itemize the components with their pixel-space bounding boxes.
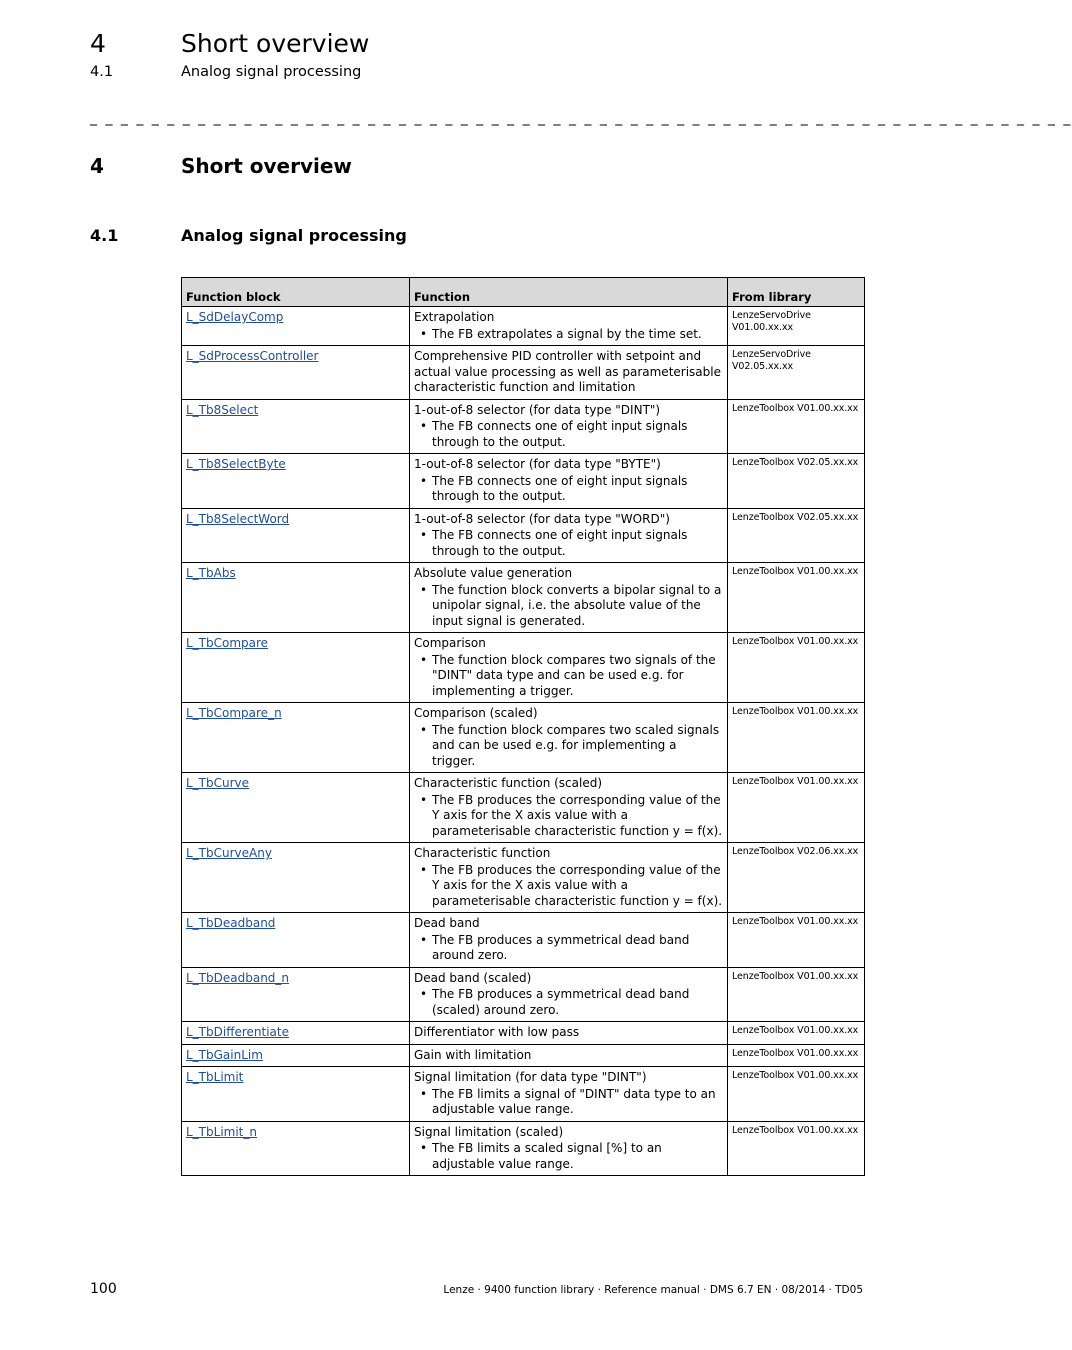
table-row: [182, 508, 865, 563]
library-cell: LenzeToolbox V01.00.xx.xx: [728, 399, 865, 454]
library-cell: LenzeToolbox V01.00.xx.xx: [728, 1044, 865, 1067]
table-row: [182, 399, 865, 454]
function-block-cell: [182, 843, 410, 913]
function-bullet-list: [414, 987, 723, 1018]
table-header-row: [182, 278, 865, 307]
heading2-number: 4.1: [90, 226, 119, 245]
function-cell: [410, 633, 728, 703]
function-title: Dead band: [414, 916, 480, 930]
function-cell: [410, 1121, 728, 1176]
function-bullet-list: [414, 583, 723, 630]
column-header-function: Function: [410, 278, 728, 307]
function-cell: [410, 773, 728, 843]
function-cell: [410, 399, 728, 454]
function-cell: [410, 307, 728, 346]
heading1-number: 4: [90, 154, 104, 178]
function-bullet-list: [414, 419, 723, 450]
function-block-link[interactable]: L_SdDelayComp: [186, 310, 284, 324]
function-block-cell: [182, 508, 410, 563]
table-row: [182, 1067, 865, 1122]
library-cell: LenzeToolbox V01.00.xx.xx: [728, 1067, 865, 1122]
function-cell: [410, 967, 728, 1022]
function-block-link[interactable]: L_Tb8SelectWord: [186, 511, 290, 526]
function-block-link[interactable]: L_TbDeadband_n: [186, 970, 290, 985]
function-block-cell: [182, 633, 410, 703]
library-cell: LenzeToolbox V01.00.xx.xx: [728, 773, 865, 843]
function-block-link[interactable]: L_TbLimit: [186, 1070, 244, 1084]
function-block-table: [181, 277, 865, 1176]
function-block-link[interactable]: L_TbDeadband: [186, 916, 276, 930]
table-body: [182, 307, 865, 1176]
function-bullet: • The FB produces a symmetrical dead band around zero.: [432, 933, 723, 964]
function-block-link[interactable]: L_TbDifferentiate: [186, 1025, 289, 1039]
library-cell: LenzeServoDrive V02.05.xx.xx: [728, 346, 865, 400]
function-cell: [410, 563, 728, 633]
library-cell: LenzeToolbox V01.00.xx.xx: [728, 967, 865, 1022]
function-title: Characteristic function (scaled): [414, 776, 603, 790]
function-cell: [410, 1067, 728, 1122]
table-row: [182, 454, 865, 509]
function-bullet: • The FB limits a scaled signal [%] to an adjustable value range.: [432, 1141, 723, 1172]
column-header-function-block: Function block: [182, 278, 410, 307]
table-row: [182, 1121, 865, 1176]
function-bullet: • The FB connects one of eight input signals through to the output.: [432, 528, 723, 559]
function-cell: [410, 913, 728, 968]
heading2-title: Analog signal processing: [181, 226, 407, 245]
function-cell: [410, 454, 728, 509]
function-block-link[interactable]: L_TbCompare: [186, 636, 269, 650]
function-block-link[interactable]: L_TbLimit_n: [186, 1124, 257, 1139]
function-bullet-list: [414, 933, 723, 964]
document-info: Lenze · 9400 function library · Reference manual · DMS 6.7 EN · 08/2014 · TD05: [443, 1284, 863, 1296]
function-block-link[interactable]: L_TbCompare_n: [186, 706, 282, 720]
function-block-link[interactable]: L_TbGainLim: [186, 1047, 263, 1062]
library-cell: LenzeToolbox V02.05.xx.xx: [728, 454, 865, 509]
function-bullet: • The FB produces the corresponding value of the Y axis for the X axis value with a parameterisable characteristic function y = f(x).: [432, 793, 723, 840]
table-row: [182, 1044, 865, 1067]
function-block-cell: [182, 703, 410, 773]
function-block-link[interactable]: L_Tb8SelectByte: [186, 457, 286, 471]
function-title: Comparison (scaled): [414, 706, 538, 720]
function-block-cell: [182, 563, 410, 633]
function-title: Absolute value generation: [414, 566, 573, 580]
function-bullet-list: [414, 528, 723, 559]
column-header-library: From library: [728, 278, 865, 307]
function-title: Characteristic function: [414, 846, 551, 860]
function-bullet-list: [414, 653, 723, 700]
function-block-cell: [182, 399, 410, 454]
function-bullet: • The FB connects one of eight input signals through to the output.: [432, 474, 723, 505]
function-bullet-list: [414, 474, 723, 505]
library-cell: LenzeServoDrive V01.00.xx.xx: [728, 307, 865, 346]
function-cell: [410, 508, 728, 563]
table-row: [182, 346, 865, 400]
function-bullet-list: [414, 793, 723, 840]
function-block-cell: [182, 1121, 410, 1176]
function-cell: [410, 346, 728, 400]
function-bullet-list: [414, 1087, 723, 1118]
function-cell: [410, 1044, 728, 1067]
function-bullet: • The function block compares two signals of the "DINT" data type and can be used e.g. for implementing a trigger.: [432, 653, 723, 700]
table-row: [182, 773, 865, 843]
library-cell: LenzeToolbox V01.00.xx.xx: [728, 1022, 865, 1045]
function-bullet: • The FB extrapolates a signal by the time set.: [432, 327, 723, 343]
function-bullet: • The FB limits a signal of "DINT" data type to an adjustable value range.: [432, 1087, 723, 1118]
function-bullet: • The FB produces a symmetrical dead band (scaled) around zero.: [432, 987, 723, 1018]
function-block-link[interactable]: L_TbCurve: [186, 776, 250, 790]
function-bullet-list: [414, 1141, 723, 1172]
function-title: Dead band (scaled): [414, 970, 532, 985]
function-block-link[interactable]: L_Tb8Select: [186, 402, 259, 417]
function-cell: [410, 843, 728, 913]
table-row: [182, 633, 865, 703]
function-block-cell: [182, 454, 410, 509]
library-cell: LenzeToolbox V01.00.xx.xx: [728, 563, 865, 633]
table-row: [182, 307, 865, 346]
function-cell: [410, 1022, 728, 1045]
library-cell: LenzeToolbox V02.05.xx.xx: [728, 508, 865, 563]
function-block-cell: [182, 1044, 410, 1067]
function-bullet: • The FB connects one of eight input signals through to the output.: [432, 419, 723, 450]
function-bullet-list: [414, 863, 723, 910]
function-title: Differentiator with low pass: [414, 1025, 580, 1039]
table-row: [182, 843, 865, 913]
function-bullet: • The function block compares two scaled signals and can be used e.g. for implementing a trigger.: [432, 723, 723, 770]
page-number: 100: [90, 1281, 117, 1297]
table-row: [182, 563, 865, 633]
function-title: 1-out-of-8 selector (for data type "WORD"): [414, 511, 670, 526]
function-bullet: • The function block converts a bipolar signal to a unipolar signal, i.e. the absolute value of the input signal is generated.: [432, 583, 723, 630]
function-block-cell: [182, 307, 410, 346]
function-block-link[interactable]: L_TbCurveAny: [186, 846, 272, 860]
function-title: Signal limitation (scaled): [414, 1124, 564, 1139]
table-row: [182, 913, 865, 968]
function-title: Gain with limitation: [414, 1047, 532, 1062]
heading1-title: Short overview: [181, 154, 352, 178]
library-cell: LenzeToolbox V01.00.xx.xx: [728, 633, 865, 703]
function-bullet-list: [414, 327, 723, 343]
library-cell: LenzeToolbox V01.00.xx.xx: [728, 703, 865, 773]
separator-line: _ _ _ _ _ _ _ _ _ _ _ _ _ _ _ _ _ _ _ _ _ _ _ _ _ _ _ _ _ _ _ _ _ _ _ _ _ _ _ _ _ _ _ _ _ _ _ _ _ _ _ _ _ _ _ _ _ _ _ _ _ _ _ _: [90, 110, 1072, 126]
function-block-cell: [182, 773, 410, 843]
library-cell: LenzeToolbox V01.00.xx.xx: [728, 1121, 865, 1176]
function-bullet: • The FB produces the corresponding value of the Y axis for the X axis value with a parameterisable characteristic function y = f(x).: [432, 863, 723, 910]
function-title: Extrapolation: [414, 310, 495, 324]
function-block-link[interactable]: L_TbAbs: [186, 566, 236, 580]
table-row: [182, 967, 865, 1022]
table-row: [182, 1022, 865, 1045]
function-block-cell: [182, 346, 410, 400]
function-block-cell: [182, 1022, 410, 1045]
function-cell: [410, 703, 728, 773]
chapter-title: Short overview: [181, 29, 370, 58]
function-title: 1-out-of-8 selector (for data type "DINT"): [414, 402, 661, 417]
library-cell: LenzeToolbox V01.00.xx.xx: [728, 913, 865, 968]
function-block-cell: [182, 1067, 410, 1122]
function-title: Signal limitation (for data type "DINT"): [414, 1070, 647, 1084]
function-title: 1-out-of-8 selector (for data type "BYTE"): [414, 457, 661, 471]
function-title: Comparison: [414, 636, 486, 650]
function-block-cell: [182, 913, 410, 968]
function-title: Comprehensive PID controller with setpoint and actual value processing as well as parameterisable characteristic function and limitation: [414, 349, 721, 394]
function-bullet-list: [414, 723, 723, 770]
section-title: Analog signal processing: [181, 64, 362, 80]
section-number: 4.1: [90, 64, 114, 80]
function-block-cell: [182, 967, 410, 1022]
library-cell: LenzeToolbox V02.06.xx.xx: [728, 843, 865, 913]
function-block-link[interactable]: L_SdProcessController: [186, 349, 319, 363]
chapter-number: 4: [90, 29, 106, 58]
table-row: [182, 703, 865, 773]
